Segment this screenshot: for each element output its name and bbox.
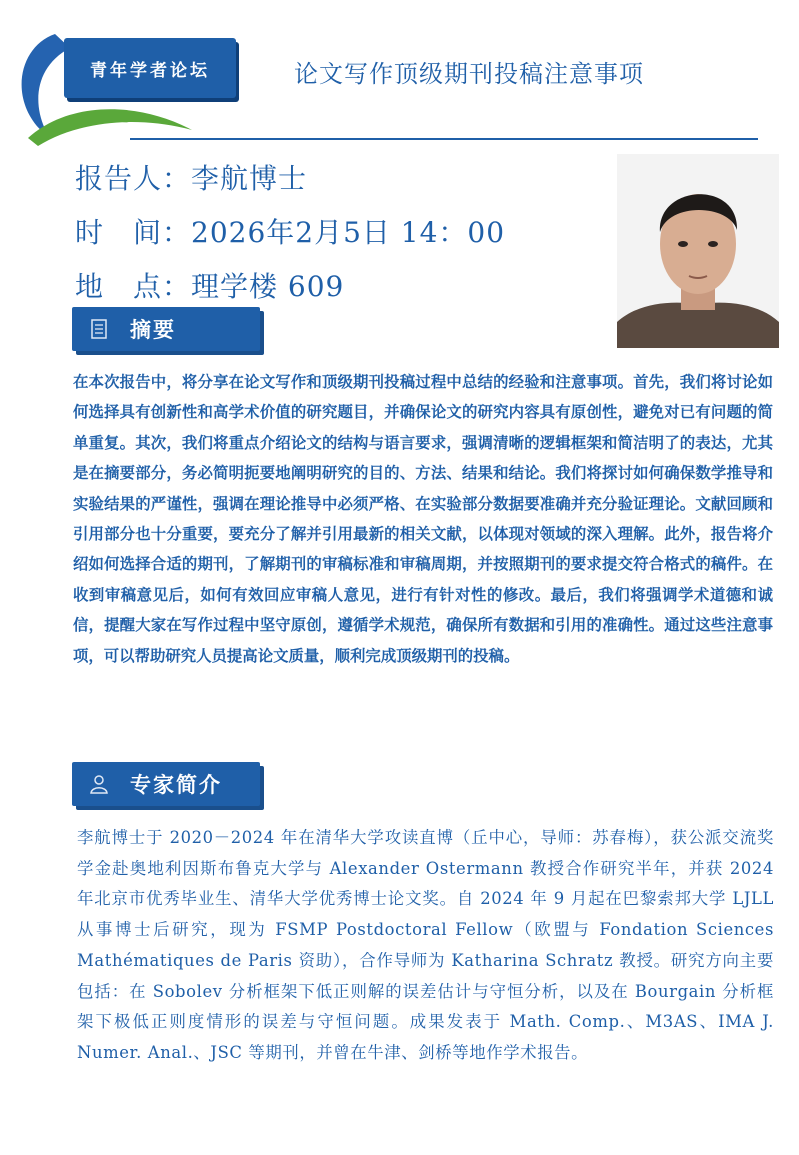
bio-heading-tab [72,762,260,806]
document-icon [88,318,110,340]
place-line: 地 点：理学楼 609 [75,270,345,303]
bio-text: 李航博士于 2020－2024 年在清华大学攻读直博（丘中心，导师：苏春梅），获公派交流奖学金赴奥地利因斯布鲁克大学与 Alexander Ostermann 教授合作研究半年，并获 2024 年北京市优秀毕业生、清华大学优秀博士论文奖。自 2024 年 9 月起在巴黎索邦大学 LJLL 从事博士后研究，现为 FSMP Postdoctoral Fellow（欧盟与 Fondation Sciences Mathématiques de Paris 资助），合作导师为 Katharina Schratz 教授。研究方向主要包括：在 Sobolev 分析框架下低正则解的误差估计与守恒分析，以及在 Bourgain 分析框架下极低正则度情形的误差与守恒问题。成果发表于 Math. Comp.、M3AS、IMA J. Numer. Anal.、JSC 等期刊，并曾在牛津、剑桥等地作学术报告。 [77,828,774,1062]
speaker-photo [617,154,779,348]
abstract-heading-tab [72,307,260,351]
speaker-line: 报告人：李航博士 [75,162,308,195]
person-icon [88,773,110,795]
time-line: 时 间：2026年2月5日 14：00 [75,216,506,249]
logo-text: 青年学者论坛 [64,38,236,98]
page-title: 论文写作顶级期刊投稿注意事项 [294,60,644,88]
abstract-heading: 摘要 [130,318,176,342]
abstract-text: 在本次报告中，将分享在论文写作和顶级期刊投稿过程中总结的经验和注意事项。首先，我们将讨论如何选择具有创新性和高学术价值的研究题目，并确保论文的研究内容具有原创性，避免对已有问题的简单重复。其次，我们将重点介绍论文的结构与语言要求，强调清晰的逻辑框架和简洁明了的表达，尤其是在摘要部分，务必简明扼要地阐明研究的目的、方法、结果和结论。我们将探讨如何确保数学推导和实验结果的严谨性，强调在理论推导中必须严格、在实验部分数据要准确并充分验证理论。文献回顾和引用部分也十分重要，要充分了解并引用最新的相关文献，以体现对领域的深入理解。此外，报告将介绍如何选择合适的期刊，了解期刊的审稿标准和审稿周期，并按照期刊的要求提交符合格式的稿件。在收到审稿意见后，如何有效回应审稿人意见，进行有针对性的修改。最后，我们将强调学术道德和诚信，提醒大家在写作过程中坚守原创，遵循学术规范，确保所有数据和引用的准确性。通过这些注意事项，可以帮助研究人员提高论文质量，顺利完成顶级期刊的投稿。 [73,373,773,665]
header-divider [130,138,758,140]
bio-heading: 专家简介 [130,773,222,797]
